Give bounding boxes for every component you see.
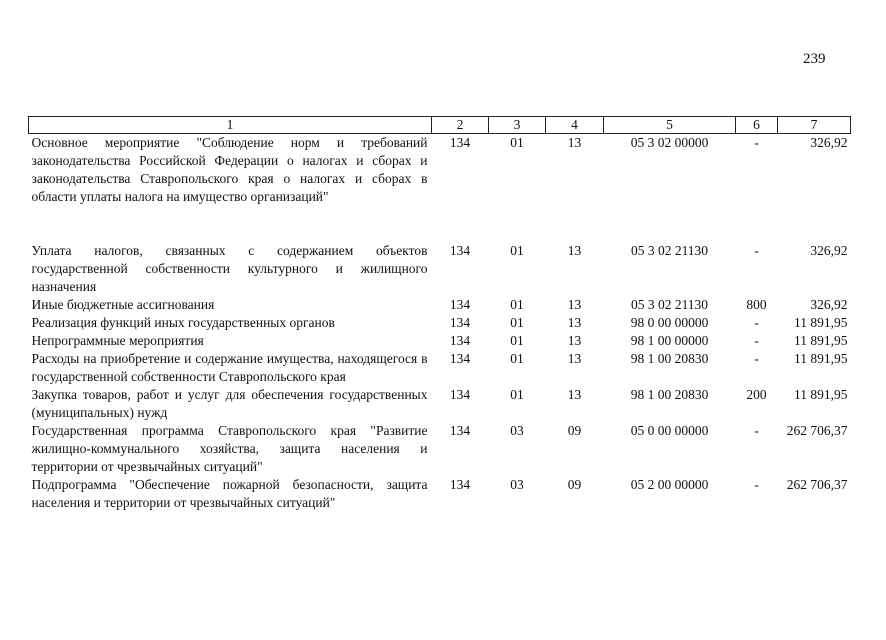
row-section-code: 01 bbox=[510, 333, 524, 348]
row-expense-type: - bbox=[754, 315, 759, 330]
row-name: Непрограммные мероприятия bbox=[31, 333, 204, 348]
row-section-code: 01 bbox=[510, 243, 524, 258]
row-section-code: 01 bbox=[510, 315, 524, 330]
row-subsection-code: 13 bbox=[567, 297, 582, 312]
row-expense-type: - bbox=[754, 135, 759, 150]
table-row bbox=[29, 242, 851, 296]
spacer-row bbox=[29, 224, 851, 242]
table-header-row bbox=[29, 117, 851, 134]
table-row bbox=[29, 134, 851, 207]
row-amount: 326,92 bbox=[810, 243, 848, 258]
row-name: Основное мероприятие "Соблюдение норм и требований законодательства Российской Федерации о налогах и сборах и законодательства Ставропольского края о налогах и сборах в области уплаты налога на имущество организаций" bbox=[31, 135, 428, 204]
row-section-code: 01 bbox=[510, 135, 524, 150]
page-number: 239 bbox=[803, 51, 826, 67]
row-amount: 11 891,95 bbox=[794, 315, 848, 330]
table-row bbox=[29, 350, 851, 386]
header-col-5: 5 bbox=[604, 117, 736, 134]
row-subsection-code: 13 bbox=[567, 387, 582, 402]
row-expense-type: - bbox=[754, 477, 759, 492]
table-row bbox=[29, 332, 851, 350]
header-col-2: 2 bbox=[432, 117, 489, 134]
row-amount: 326,92 bbox=[810, 135, 848, 150]
row-ministry-code: 134 bbox=[449, 387, 471, 402]
row-expense-type: 200 bbox=[746, 387, 767, 402]
row-amount: 262 706,37 bbox=[786, 477, 848, 492]
row-target-article: 98 1 00 20830 bbox=[630, 351, 709, 366]
header-col-4: 4 bbox=[546, 117, 604, 134]
row-expense-type: - bbox=[754, 351, 759, 366]
row-ministry-code: 134 bbox=[449, 315, 471, 330]
row-name: Расходы на приобретение и содержание имущества, находящегося в государственной собственности Ставропольского края bbox=[31, 351, 428, 384]
row-ministry-code: 134 bbox=[449, 423, 471, 438]
row-subsection-code: 09 bbox=[567, 477, 582, 492]
row-target-article: 05 2 00 00000 bbox=[630, 477, 709, 492]
row-subsection-code: 13 bbox=[567, 135, 582, 150]
row-subsection-code: 13 bbox=[567, 243, 582, 258]
row-name: Реализация функций иных государственных органов bbox=[31, 315, 335, 330]
row-amount: 326,92 bbox=[810, 297, 848, 312]
row-subsection-code: 13 bbox=[567, 351, 582, 366]
row-amount: 11 891,95 bbox=[794, 351, 848, 366]
header-col-6: 6 bbox=[736, 117, 778, 134]
table-row bbox=[29, 422, 851, 476]
header-col-1: 1 bbox=[29, 117, 432, 134]
row-ministry-code: 134 bbox=[449, 351, 471, 366]
table-row bbox=[29, 386, 851, 422]
row-name: Иные бюджетные ассигнования bbox=[31, 297, 215, 312]
row-target-article: 05 3 02 21130 bbox=[630, 243, 709, 258]
row-name: Государственная программа Ставропольского края "Развитие жилищно-коммунального хозяйства, защита населения и территории от чрезвычайных ситуаций" bbox=[31, 423, 428, 474]
row-amount: 11 891,95 bbox=[794, 333, 848, 348]
row-expense-type: - bbox=[754, 333, 759, 348]
row-section-code: 01 bbox=[510, 387, 524, 402]
row-expense-type: 800 bbox=[746, 297, 767, 312]
table-row bbox=[29, 314, 851, 332]
row-ministry-code: 134 bbox=[449, 297, 471, 312]
row-amount: 262 706,37 bbox=[786, 423, 848, 438]
row-expense-type: - bbox=[754, 423, 759, 438]
row-subsection-code: 09 bbox=[567, 423, 582, 438]
spacer-row bbox=[29, 206, 851, 224]
row-target-article: 98 0 00 00000 bbox=[630, 315, 709, 330]
row-ministry-code: 134 bbox=[449, 333, 471, 348]
budget-table bbox=[28, 116, 851, 512]
row-subsection-code: 13 bbox=[567, 315, 582, 330]
row-ministry-code: 134 bbox=[449, 243, 471, 258]
row-target-article: 05 3 02 00000 bbox=[630, 135, 709, 150]
row-target-article: 98 1 00 00000 bbox=[630, 333, 709, 348]
row-ministry-code: 134 bbox=[449, 477, 471, 492]
row-name: Подпрограмма "Обеспечение пожарной безопасности, защита населения и территории от чрезвычайных ситуаций" bbox=[31, 477, 428, 510]
header-col-7: 7 bbox=[778, 117, 851, 134]
row-name: Закупка товаров, работ и услуг для обеспечения государственных (муниципальных) нужд bbox=[31, 387, 428, 420]
row-target-article: 98 1 00 20830 bbox=[630, 387, 709, 402]
header-col-3: 3 bbox=[489, 117, 546, 134]
row-amount: 11 891,95 bbox=[794, 387, 848, 402]
row-name: Уплата налогов, связанных с содержанием объектов государственной собственности культурного и жилищного назначения bbox=[31, 243, 428, 294]
row-section-code: 03 bbox=[510, 423, 524, 438]
row-target-article: 05 3 02 21130 bbox=[630, 297, 709, 312]
row-expense-type: - bbox=[754, 243, 759, 258]
row-target-article: 05 0 00 00000 bbox=[630, 423, 709, 438]
table-row bbox=[29, 476, 851, 512]
row-section-code: 03 bbox=[510, 477, 524, 492]
row-subsection-code: 13 bbox=[567, 333, 582, 348]
row-section-code: 01 bbox=[510, 351, 524, 366]
row-ministry-code: 134 bbox=[449, 135, 471, 150]
table-row bbox=[29, 296, 851, 314]
row-section-code: 01 bbox=[510, 297, 524, 312]
